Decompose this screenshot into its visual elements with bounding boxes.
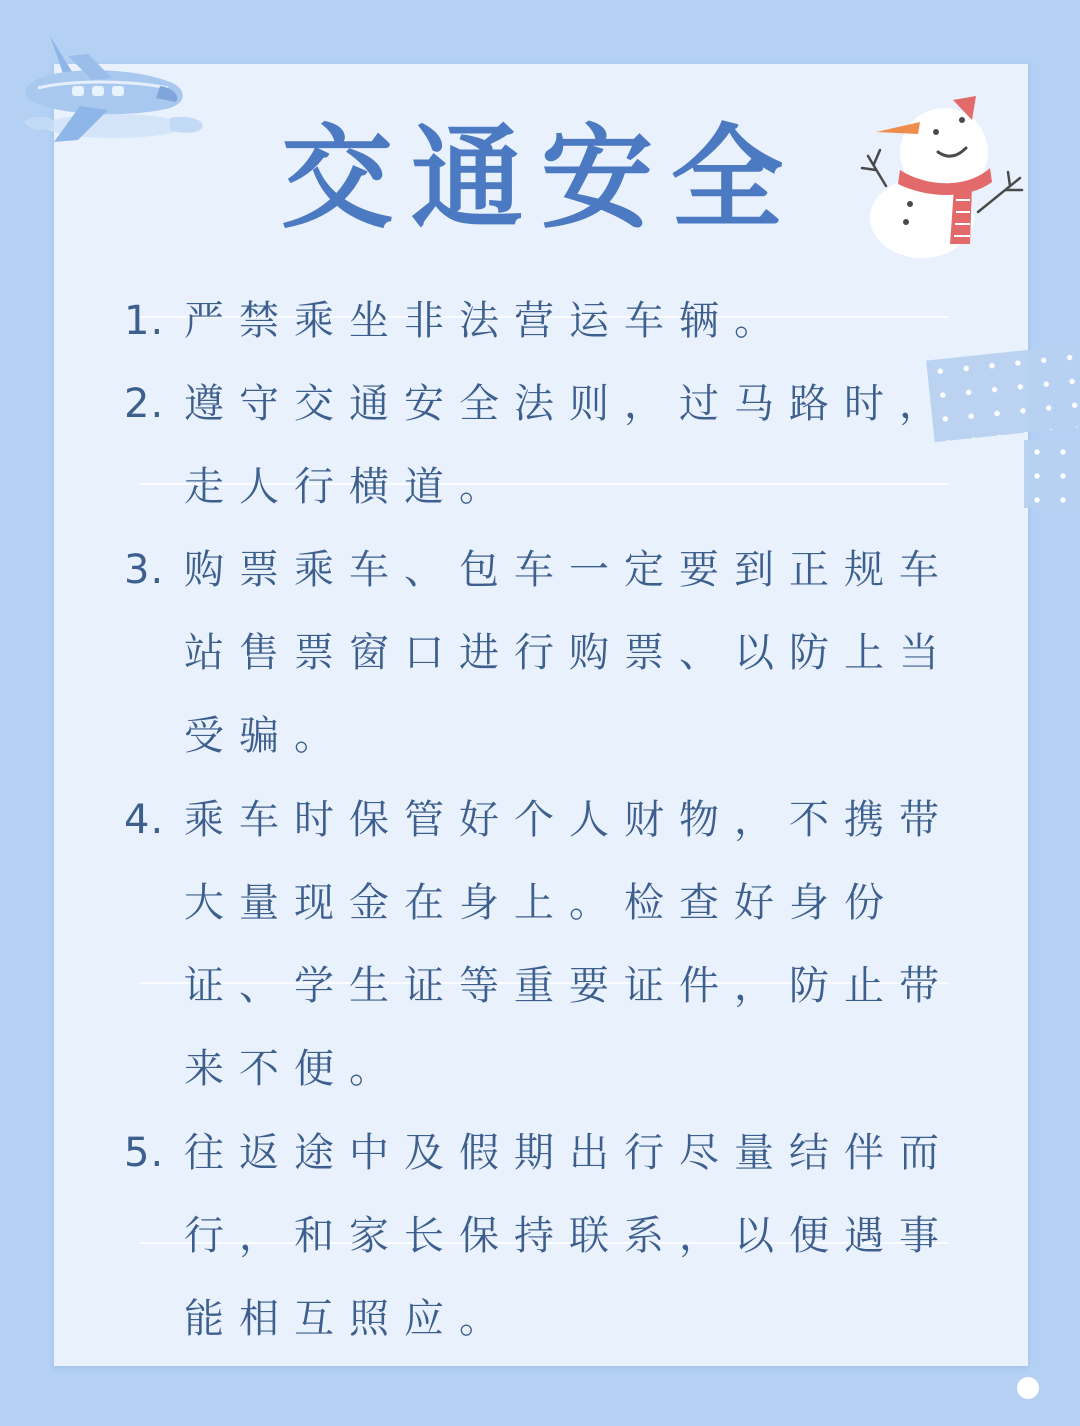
item-number: 4. [124,797,165,843]
list-item [124,529,984,778]
dotted-tape [1024,440,1080,508]
item-text: 购票乘车、包车一定要到正规车站售票窗口进行购票、以防上当受骗。 [184,547,954,759]
list-item [124,363,984,529]
corner-dot [1017,1377,1039,1399]
item-text: 遵守交通安全法则，过马路时，走人行横道。 [184,381,954,510]
item-number: 1. [124,298,165,344]
item-number: 3. [124,547,165,593]
page-title: 交通安全 [281,114,801,244]
item-number: 2. [124,381,165,427]
list-item [124,280,984,363]
item-text: 严禁乘坐非法营运车辆。 [184,298,789,344]
item-text: 往返途中及假期出行尽量结伴而行，和家长保持联系，以便遇事能相互照应。 [184,1130,954,1342]
item-text: 乘车时保管好个人财物，不携带大量现金在身上。检查好身份证、学生证等重要证件，防止带来不便。 [184,797,954,1092]
list-item [124,779,984,1111]
list-item [124,1112,984,1361]
item-number: 5. [124,1130,165,1176]
